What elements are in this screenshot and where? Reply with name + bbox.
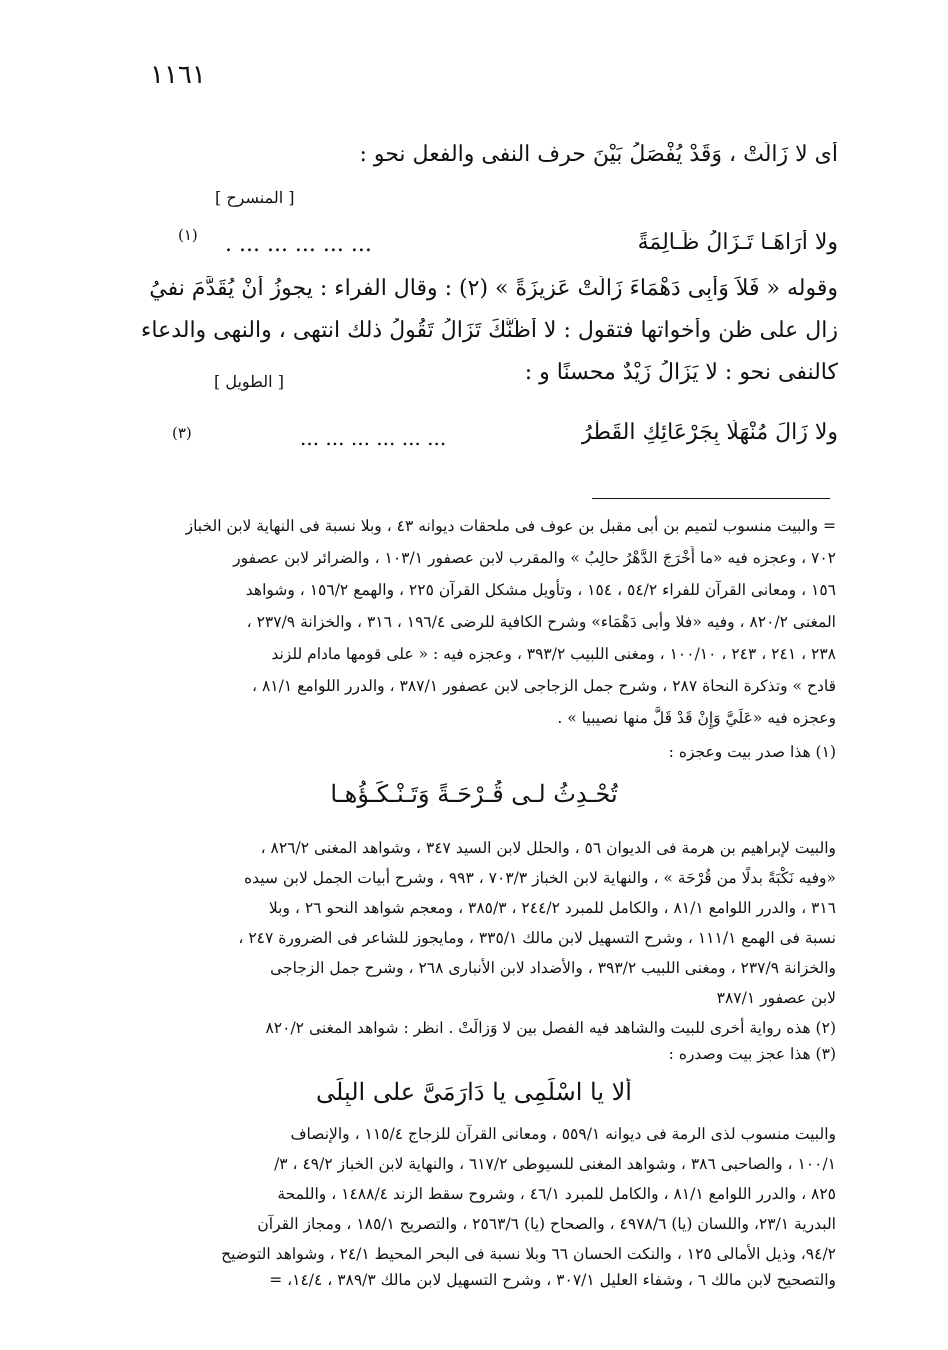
footnote-3-line: والبيت منسوب لذى الرمة فى ديوانه ٥٥٩/١ ، ومعانى القرآن للزجاج ١١٥/٤ ، والإنصاف [290, 1125, 836, 1143]
footnote-3-line: ١٠٠/١ ، والصاحبى ٣٨٦ ، وشواهد المغنى للسيوطى ٦١٧/٢ ، والنهاية لابن الخباز ٤٩/٢ ، ٣/ [274, 1155, 836, 1173]
footnote-3-line: البدرية ٢٣/١، واللسان (يا) ٤٩٧٨/٦ ، والصحاح (يا) ٢٥٦٣/٦ ، والتصريح ١٨٥/١ ، ومجاز القرآن [257, 1215, 836, 1233]
footnote-1-verse: تُحْـدِثُ لـى قُـرْحَـةً وَتَـنْـكَـؤُهـا [330, 780, 618, 808]
footnote-1-line: نسبة فى الهمع ١١١/١ ، وشرح التسهيل لابن مالك ٣٣٥/١ ، ومايجوز للشاعر فى الضرورة ٢٤٧ ، [238, 929, 836, 947]
footnote-1-line: «وفيه نَكْبَةً بدلًا من قُرْحَة » ، والنهاية لابن الخباز ٧٠٣/٣ ، ٩٩٣ ، وشرح أبيات الجمل لابن سيده [244, 869, 836, 887]
body-line-2: وقوله « فَلاَ وَأَبِى دَهْمَاءَ زَالَتْ عَزِيزَةً » (٢) : وقال الفراء : يجوزُ أَنْ يُقَدَّمَ نفيُ [149, 276, 838, 301]
footnote-2: (٢) هذه رواية أخرى للبيت والشاهد فيه الفصل بين لا وَزالَتْ . انظر : شواهد المغنى ٨٢٠/٢ [265, 1019, 836, 1037]
footnote-cont-line: ١٥٦ ، ومعانى القرآن للفراء ٥٤/٢ ، ١٥٤ ، وتأويل مشكل القرآن ٢٢٥ ، والهمع ١٥٦/٢ ، وشواهد [245, 581, 836, 599]
footnote-cont-line: وعجزه فيه «عَلَيَّ وَإِنْ قَدْ قَلَّ منها نصيبيا » . [557, 709, 836, 727]
footnote-1-line: ٣١٦ ، والدرر اللوامع ٨١/١ ، والكامل للمبرد ٢٤٤/٢ ، ٣٨٥/٣ ، ومعجم شواهد النحو ٢٦ ، وبلا [268, 899, 836, 917]
footnote-cont-line: ٢٣٨ ، ٢٤١ ، ٢٤٣ ، ١٠٠/١٠ ، ومغنى اللبيب ٣٩٣/٢ ، وعجزه فيه : « على قومها مادام للزند [271, 645, 836, 663]
footnote-1-line: والبيت لإبراهيم بن هرمة فى الديوان ٥٦ ، والحلل لابن السيد ٣٤٧ ، وشواهد المغنى ٨٢٦/٢ ، [260, 839, 836, 857]
footnote-cont-line: المغنى ٨٢٠/٢ ، وفيه «فلا وأبى دَهْمَاء» وشرح الكافية للرضى ١٩٦/٤ ، ٣١٦ ، والخزانة ٢٣٧/٩ ، [246, 613, 836, 631]
body-line-1: أى لا زَالَتْ ، وَقَدْ يُفْصَلُ بَيْنَ حرف النفى والفعل نحو : [359, 142, 838, 167]
footnote-1-line: والخزانة ٢٣٧/٩ ، ومغنى اللبيب ٣٩٣/٢ ، والأضداد لابن الأنبارى ٢٦٨ ، وشرح جمل الزجاجى [270, 959, 836, 977]
meter-label-2: [ الطويل ] [214, 372, 284, 391]
footnote-3-line: ٨٢٥ ، والدرر اللوامع ٨١/١ ، والكامل للمبرد ٤٦/١ ، وشروح سقط الزند ١٤٨٨/٤ ، واللمحة [277, 1185, 836, 1203]
verse-2-first-hemistich-ellipsis: ... ... ... ... ... ... [300, 426, 447, 450]
footnote-3-verse: ألا يا اسْلَمِى يا دَارَمَىَّ على البِلَى [316, 1078, 632, 1106]
footnote-cont-line: = والبيت منسوب لتميم بن أبى مقبل بن عوف فى ملحقات ديوانه ٤٣ ، وبلا نسبة فى النهاية لابن الخباز [185, 517, 836, 535]
footnote-1-line: لابن عصفور ٣٨٧/١ [716, 989, 836, 1007]
verse-2-second-hemistich: ولا زَالَ مُنْهَلًّا بِجَرْعَائِكِ القَطْرُ [581, 420, 838, 445]
footnote-3-line: والتصحيح لابن مالك ٦ ، وشفاء العليل ٣٠٧/١ ، وشرح التسهيل لابن مالك ٣٨٩/٣ ، ١٤/٤، = [269, 1271, 836, 1289]
footnote-cont-line: ٧٠٢ ، وعجزه فيه «ما أَخْرَجَ الدَّهْرُ حالِبُ » والمقرب لابن عصفور ١٠٣/١ ، والضرائر لابن عصفور [233, 549, 836, 567]
footnote-marker-3: (٣) [172, 424, 192, 442]
page-number: ١١٦١ [150, 60, 206, 90]
footnote-3-line: ٩٤/٢، وذيل الأمالى ١٢٥ ، والنكت الحسان ٦٦ وبلا نسبة فى البحر المحيط ٢٤/١ ، وشواهد التوضيح [221, 1245, 836, 1263]
footnote-cont-line: قادح » وتذكرة النحاة ٢٨٧ ، وشرح جمل الزجاجى لابن عصفور ٣٨٧/١ ، والدرر اللوامع ٨١/١ ، [252, 677, 836, 695]
footnote-marker-1: (١) [178, 226, 198, 244]
footnote-3-intro: (٣) هذا عجز بيت وصدره : [668, 1045, 836, 1063]
meter-label-1: [ المنسرح ] [215, 188, 295, 207]
body-line-3: زال على ظن وأخواتها فتقول : لا أَظُنُّكَ تَزَالُ تَقُولُ ذلك انتهى ، والنهى والدعاء [141, 318, 838, 343]
footnote-separator [592, 498, 830, 499]
verse-1-second-hemistich: ... ... ... ... ... . [225, 232, 372, 257]
footnote-1-intro: (١) هذا صدر بيت وعجزه : [668, 743, 836, 761]
body-line-4: كالنفى نحو : لا يَزَالُ زَيْدٌ محسنًا و : [524, 360, 838, 385]
verse-1-first-hemistich: ولا أَرَاهَـا تَـزَالُ ظَـالِمَةً [637, 230, 838, 255]
